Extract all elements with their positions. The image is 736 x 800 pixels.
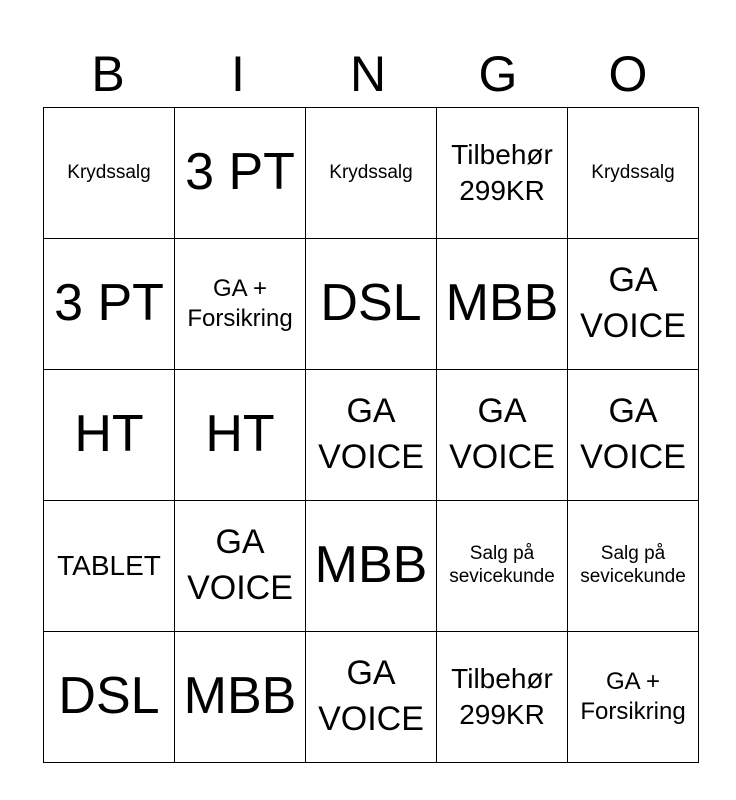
cell-label: TABLET — [57, 549, 161, 581]
cell-label: Krydssalg — [67, 161, 151, 183]
cell-label: 3 PT — [54, 274, 164, 333]
board-cell[interactable] — [568, 239, 699, 370]
board-row — [44, 632, 699, 763]
cell-label: GA VOICE — [318, 654, 424, 738]
cell-label: MBB — [445, 274, 559, 333]
board-cell[interactable] — [175, 108, 306, 239]
cell-label: Tilbehør 299KR — [451, 138, 553, 206]
cell-label: GA + Forsikring — [187, 275, 293, 332]
board-cell[interactable] — [437, 632, 568, 763]
board-row — [44, 239, 699, 370]
bingo-board — [43, 107, 699, 763]
board-cell[interactable] — [568, 632, 699, 763]
cell-label: GA VOICE — [580, 261, 686, 345]
cell-label: MBB — [314, 536, 428, 595]
board-cell[interactable] — [306, 108, 437, 239]
cell-label: GA + Forsikring — [580, 668, 686, 725]
board-row — [44, 370, 699, 501]
board-cell[interactable] — [175, 632, 306, 763]
board-cell[interactable] — [44, 108, 175, 239]
cell-label: HT — [205, 405, 275, 464]
board-cell[interactable] — [44, 370, 175, 501]
header-letter-n: N — [349, 46, 387, 102]
cell-label: Salg på sevicekunde — [580, 543, 686, 587]
cell-label: Tilbehør 299KR — [451, 662, 553, 730]
bingo-header — [43, 40, 693, 108]
board-cell[interactable] — [437, 108, 568, 239]
board-cell[interactable] — [437, 370, 568, 501]
board-cell[interactable] — [437, 501, 568, 632]
cell-label: 3 PT — [185, 143, 295, 202]
cell-label: Krydssalg — [329, 161, 413, 183]
header-letter-i: I — [231, 46, 245, 102]
cell-label: GA VOICE — [580, 392, 686, 476]
header-letter-g: G — [478, 46, 518, 102]
board-cell[interactable] — [175, 370, 306, 501]
board-cell[interactable] — [306, 632, 437, 763]
board-row — [44, 108, 699, 239]
board-cell[interactable] — [437, 239, 568, 370]
cell-label: GA VOICE — [449, 392, 555, 476]
board-cell[interactable] — [306, 501, 437, 632]
cell-label: DSL — [58, 667, 160, 726]
cell-label: GA VOICE — [318, 392, 424, 476]
cell-label: DSL — [320, 274, 422, 333]
board-cell[interactable] — [175, 239, 306, 370]
board-cell[interactable] — [44, 501, 175, 632]
header-letter-o: O — [608, 46, 648, 102]
board-cell[interactable] — [568, 501, 699, 632]
cell-label: GA VOICE — [187, 523, 293, 607]
board-cell[interactable] — [568, 108, 699, 239]
cell-label: MBB — [183, 667, 297, 726]
board-cell[interactable] — [568, 370, 699, 501]
board-cell[interactable] — [175, 501, 306, 632]
board-cell[interactable] — [44, 632, 175, 763]
cell-label: HT — [74, 405, 144, 464]
board-cell[interactable] — [306, 239, 437, 370]
board-cell[interactable] — [44, 239, 175, 370]
cell-label: Salg på sevicekunde — [449, 543, 555, 587]
header-letter-b: B — [91, 46, 125, 102]
board-row — [44, 501, 699, 632]
board-cell[interactable] — [306, 370, 437, 501]
cell-label: Krydssalg — [591, 161, 675, 183]
